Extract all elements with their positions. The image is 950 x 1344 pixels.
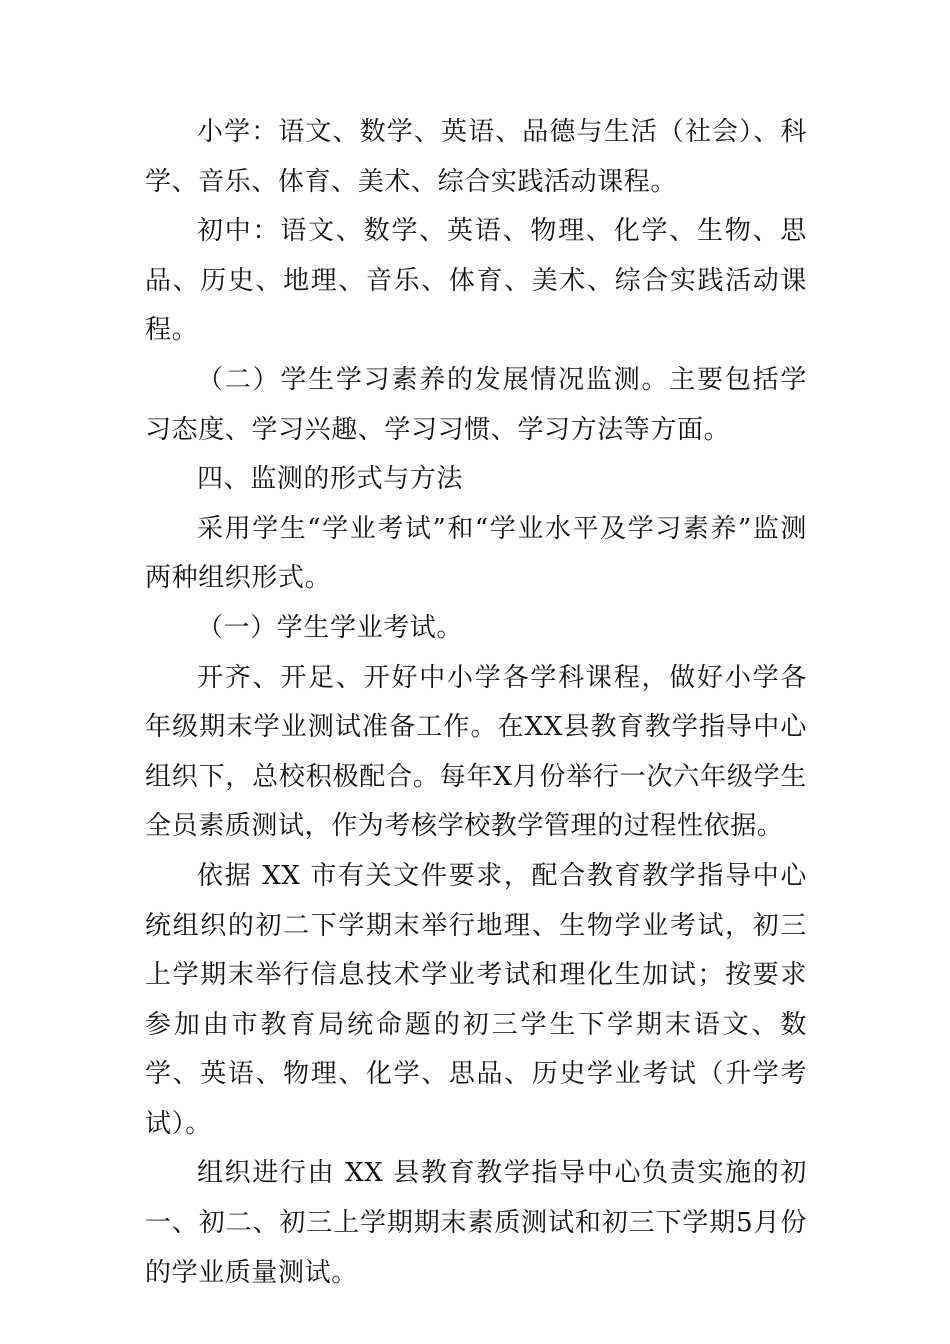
paragraph-primary-exam-arrangement: 开齐、开足、开好中小学各学科课程，做好小学各年级期末学业测试准备工作。在XX县教育教学指导中心组织下，总校积极配合。每年X月份举行一次六年级学生全员素质测试，作为考核学校教学管理的过程性依据。 [145,662,807,842]
subheading-academic-exam: （一）学生学业考试。 [197,612,464,643]
paragraph-primary-school-subjects: 小学：语文、数学、英语、品德与生活（社会）、科学、音乐、体育、美术、综合实践活动课程。 [145,117,807,197]
paragraph-two-organization-forms: 采用学生“学业考试”和“学业水平及学习素养”监测两种组织形式。 [145,513,807,594]
document-body [145,108,807,1298]
paragraph-junior-high-subjects: 初中：语文、数学、英语、物理、化学、生物、思品、历史、地理、音乐、体育、美术、综合实践活动课程。 [145,216,807,346]
section-heading-forms-and-methods: 四、监测的形式与方法 [197,464,464,495]
paragraph-learning-literacy-monitoring: （二）学生学习素养的发展情况监测。主要包括学习态度、学习兴趣、学习习惯、学习方法等方面。 [145,364,807,445]
paragraph-city-requirements: 依据 XX 市有关文件要求，配合教育教学指导中心统组织的初二下学期末举行地理、生物学业考试，初三上学期末举行信息技术学业考试和理化生加试；按要求参加由市教育局统命题的初三学生下学期末语文、数学、英语、物理、化学、思品、历史学业考试（升学考试）。 [145,860,807,1139]
paragraph-county-quality-tests: 组织进行由 XX 县教育教学指导中心负责实施的初一、初二、初三上学期期末素质测试和初三下学期5月份的学业质量测试。 [145,1158,807,1288]
